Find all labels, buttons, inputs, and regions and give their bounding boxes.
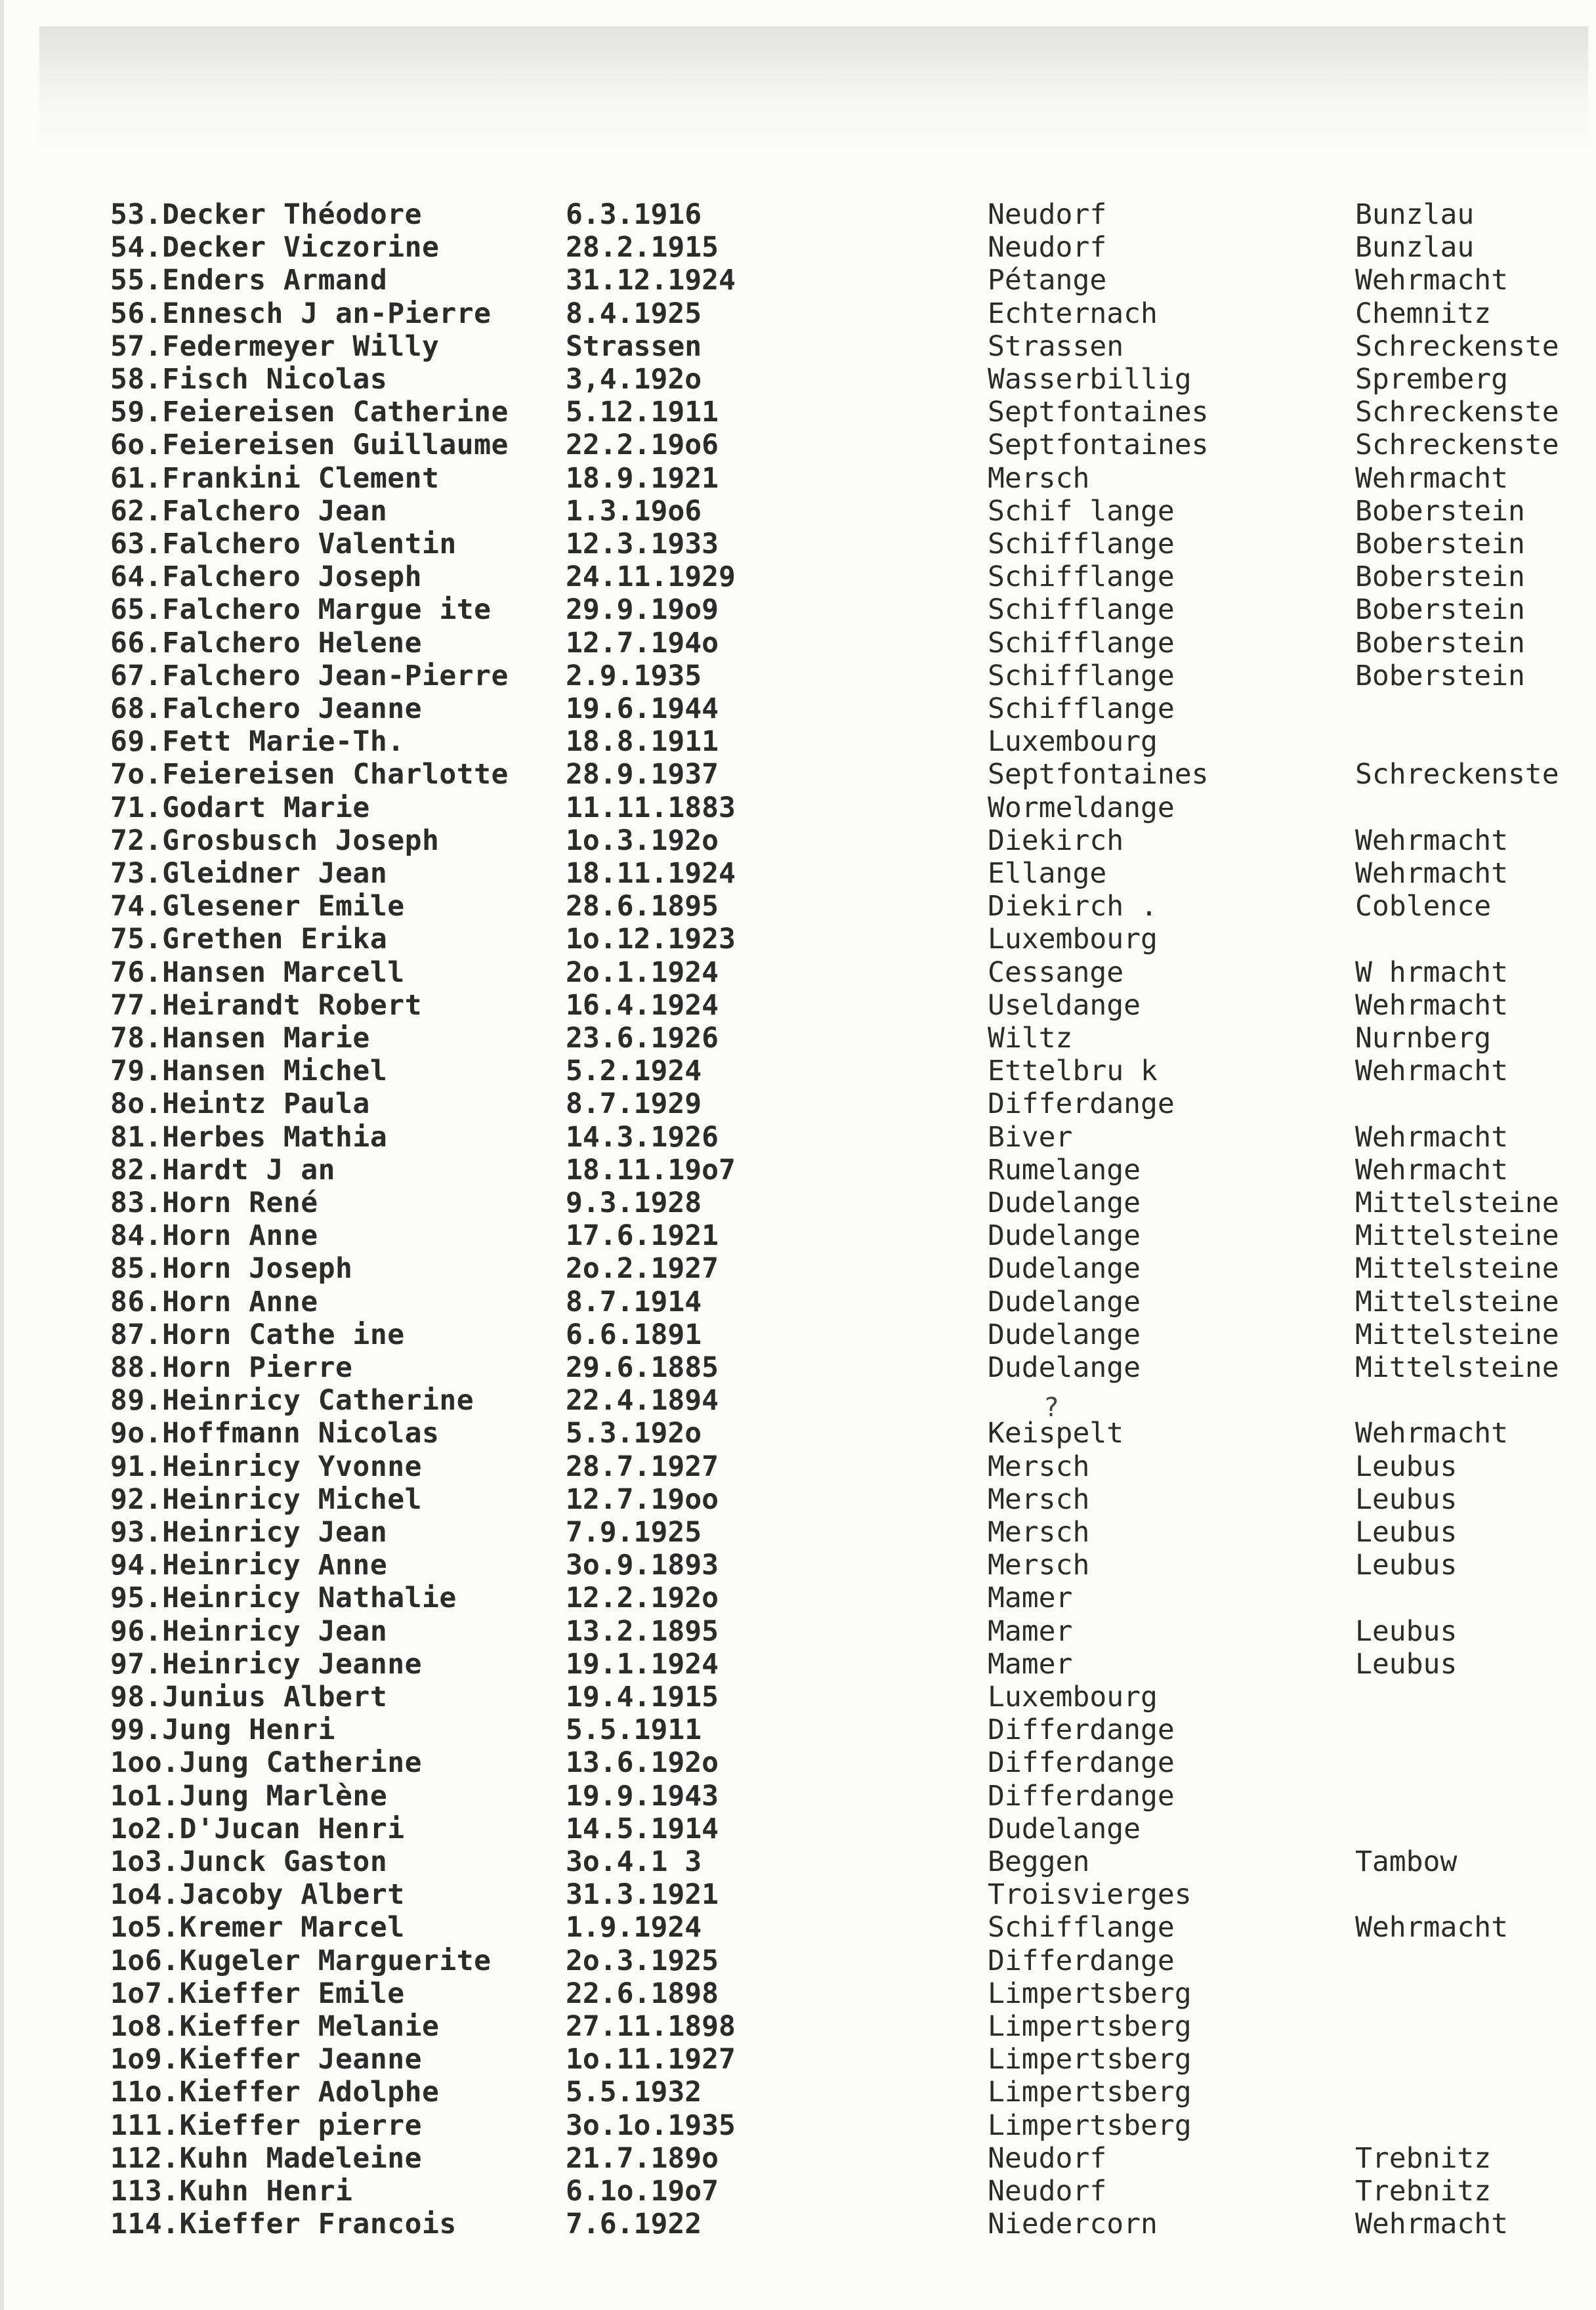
entry-date: 28.6.1895 (566, 890, 719, 923)
entry-name: 82.Hardt J an (110, 1153, 336, 1186)
entry-name: 85.Horn Joseph (110, 1252, 353, 1286)
register-row (0, 758, 1596, 791)
entry-date: 5.5.1932 (566, 2076, 702, 2109)
entry-name: 98.Junius Albert (110, 1681, 388, 1713)
entry-name: 113.Kuhn Henri (110, 2175, 353, 2208)
register-row (0, 593, 1596, 626)
entry-destination: Mittelsteine (1355, 1252, 1559, 1286)
register-row (0, 1615, 1596, 1648)
entry-place: Diekirch (988, 824, 1124, 857)
entry-destination: Spremberg (1355, 363, 1508, 396)
register-row (0, 824, 1596, 857)
entry-place: Differdange (988, 1944, 1175, 1977)
entry-name: 93.Heinricy Jean (110, 1516, 388, 1549)
entry-date: 2o.1.1924 (566, 956, 719, 989)
entry-date: 19.4.1915 (566, 1681, 719, 1713)
register-row (0, 1318, 1596, 1351)
entry-place: Luxembourg (988, 1681, 1158, 1713)
entry-date: 19.1.1924 (566, 1647, 719, 1681)
entry-name: 76.Hansen Marcell (110, 956, 405, 989)
entry-date: 11.11.1883 (566, 791, 736, 824)
entry-name: 65.Falchero Margue ite (110, 593, 492, 627)
entry-destination: Mittelsteine (1355, 1285, 1559, 1318)
entry-destination: Wehrmacht (1355, 2208, 1508, 2241)
entry-name: 83.Horn René (110, 1186, 318, 1219)
entry-date: 18.11.19o7 (566, 1153, 736, 1186)
entry-place: Limpertsberg (988, 1977, 1192, 2010)
entry-place: Rumelange (988, 1153, 1141, 1186)
register-row (0, 1878, 1596, 1911)
entry-date: 19.6.1944 (566, 692, 719, 725)
entry-date: 16.4.1924 (566, 988, 719, 1022)
entry-name: 87.Horn Cathe ine (110, 1318, 405, 1351)
entry-date: 1o.3.192o (566, 824, 719, 857)
entry-name: 71.Godart Marie (110, 791, 370, 824)
entry-place: Cessange (988, 956, 1124, 989)
register-row (0, 1944, 1596, 1977)
entry-date: 17.6.1921 (566, 1219, 719, 1253)
entry-place: Mamer (988, 1647, 1073, 1681)
entry-place: Neudorf (988, 231, 1107, 264)
entry-place: Schifflange (988, 626, 1175, 660)
entry-date: 5.5.1911 (566, 1713, 702, 1747)
entry-place: Wormeldange (988, 791, 1175, 824)
register-row (0, 1713, 1596, 1746)
entry-name: 57.Federmeyer Willy (110, 329, 440, 363)
entry-destination: Chemnitz (1355, 297, 1492, 330)
entry-place: Mersch (988, 1450, 1090, 1483)
entry-name: 1o3.Junck Gaston (110, 1845, 388, 1878)
entry-destination: Boberstein (1355, 626, 1525, 660)
register-row (0, 1154, 1596, 1186)
entry-date: 29.9.19o9 (566, 593, 719, 627)
entry-date: 28.9.1937 (566, 758, 719, 791)
entry-date: 12.2.192o (566, 1582, 719, 1615)
entry-name: 1o4.Jacoby Albert (110, 1878, 405, 1912)
entry-place: Differdange (988, 1087, 1175, 1121)
entry-name: 56.Ennesch J an-Pierre (110, 297, 492, 330)
entry-date: 31.12.1924 (566, 264, 736, 297)
entry-destination: Wehrmacht (1355, 1417, 1508, 1450)
register-row (0, 495, 1596, 528)
entry-name: 67.Falchero Jean-Pierre (110, 659, 509, 692)
entry-destination: Wehrmacht (1355, 1120, 1508, 1154)
entry-date: 3,4.192o (566, 363, 702, 396)
entry-place: Mamer (988, 1582, 1073, 1615)
register-row (0, 396, 1596, 429)
entry-date: 6.1o.19o7 (566, 2175, 719, 2208)
entry-place: Niedercorn (988, 2208, 1158, 2241)
entry-destination: Nurnberg (1355, 1022, 1492, 1055)
entry-date: 28.2.1915 (566, 231, 719, 264)
entry-destination: Leubus (1355, 1647, 1458, 1681)
entry-name: 8o.Heintz Paula (110, 1087, 370, 1121)
entry-place: Limpertsberg (988, 2043, 1192, 2076)
entry-name: 99.Jung Henri (110, 1713, 336, 1747)
entry-destination: Boberstein (1355, 494, 1525, 528)
register-row (0, 1055, 1596, 1087)
entry-name: 66.Falchero Helene (110, 626, 422, 660)
entry-name: 11o.Kieffer Adolphe (110, 2076, 440, 2109)
question-mark: ? (1043, 1393, 1060, 1423)
entry-place: Dudelange (988, 1351, 1141, 1384)
entry-name: 55.Enders Armand (110, 264, 388, 297)
entry-destination: Trebnitz (1355, 2141, 1492, 2175)
entry-date: 1.3.19o6 (566, 494, 702, 528)
entry-destination: Wehrmacht (1355, 857, 1508, 890)
entry-date: 18.11.1924 (566, 857, 736, 890)
register-row (0, 462, 1596, 495)
entry-name: 59.Feiereisen Catherine (110, 396, 509, 429)
register-row (0, 1351, 1596, 1384)
entry-place: Schifflange (988, 659, 1175, 692)
entry-place: Limpertsberg (988, 2109, 1192, 2142)
entry-name: 73.Gleidner Jean (110, 857, 388, 890)
register-row (0, 1186, 1596, 1219)
entry-destination: Bunzlau (1355, 231, 1475, 264)
entry-place: Dudelange (988, 1812, 1141, 1845)
register-row (0, 725, 1596, 758)
scan-smudge (39, 26, 1588, 151)
entry-name: 53.Decker Théodore (110, 198, 422, 231)
entry-destination: Mittelsteine (1355, 1351, 1559, 1384)
entry-date: 19.9.1943 (566, 1779, 719, 1813)
entry-name: 69.Fett Marie-Th. (110, 725, 405, 759)
entry-date: 6.3.1916 (566, 198, 702, 231)
entry-date: 13.2.1895 (566, 1614, 719, 1648)
register-row (0, 1417, 1596, 1450)
register-row (0, 989, 1596, 1022)
register-row (0, 2076, 1596, 2109)
entry-destination: Coblence (1355, 890, 1492, 923)
register-row (0, 1384, 1596, 1417)
entry-date: 3o.9.1893 (566, 1549, 719, 1582)
entry-name: 95.Heinricy Nathalie (110, 1582, 457, 1615)
register-row (0, 264, 1596, 297)
entry-date: 12.3.1933 (566, 528, 719, 560)
entry-destination: Leubus (1355, 1614, 1458, 1648)
entry-name: 58.Fisch Nicolas (110, 363, 388, 396)
entry-place: Schifflange (988, 692, 1175, 725)
entry-destination: Boberstein (1355, 560, 1525, 594)
entry-date: 24.11.1929 (566, 560, 736, 594)
entry-date: 18.9.1921 (566, 461, 719, 495)
entry-name: 75.Grethen Erika (110, 923, 388, 956)
entry-name: 1o8.Kieffer Melanie (110, 2010, 440, 2043)
entry-name: 112.Kuhn Madeleine (110, 2141, 422, 2175)
register-row (0, 1483, 1596, 1516)
register-row (0, 1681, 1596, 1713)
entry-place: Neudorf (988, 198, 1107, 231)
entry-date: 29.6.1885 (566, 1351, 719, 1384)
register-row (0, 890, 1596, 923)
entry-destination: Trebnitz (1355, 2175, 1492, 2208)
entry-destination: Wehrmacht (1355, 988, 1508, 1022)
entry-name: 9o.Hoffmann Nicolas (110, 1417, 440, 1450)
entry-destination: Wehrmacht (1355, 1911, 1508, 1944)
entry-name: 91.Heinricy Yvonne (110, 1450, 422, 1483)
entry-place: Echternach (988, 297, 1158, 330)
entry-place: Septfontaines (988, 429, 1209, 462)
entry-place: Differdange (988, 1779, 1175, 1813)
register-row (0, 429, 1596, 461)
entry-name: 86.Horn Anne (110, 1285, 318, 1318)
entry-name: 81.Herbes Mathia (110, 1120, 388, 1154)
entry-destination: Wehrmacht (1355, 1055, 1508, 1088)
register-row (0, 297, 1596, 330)
entry-name: 1oo.Jung Catherine (110, 1746, 422, 1780)
entry-date: 3o.1o.1935 (566, 2109, 736, 2142)
entry-date: 22.6.1898 (566, 1977, 719, 2010)
register-row (0, 231, 1596, 264)
register-row (0, 1780, 1596, 1813)
entry-destination: Mittelsteine (1355, 1219, 1559, 1253)
entry-place: Schifflange (988, 593, 1175, 627)
entry-name: 96.Heinricy Jean (110, 1614, 388, 1648)
entry-destination: Leubus (1355, 1450, 1458, 1483)
entry-destination: Boberstein (1355, 528, 1525, 560)
entry-date: 1o.12.1923 (566, 923, 736, 956)
entry-place: Keispelt (988, 1417, 1124, 1450)
entry-place: Dudelange (988, 1318, 1141, 1351)
register-row (0, 1582, 1596, 1614)
entry-destination: Mittelsteine (1355, 1186, 1559, 1219)
entry-name: 97.Heinricy Jeanne (110, 1647, 422, 1681)
entry-place: Septfontaines (988, 396, 1209, 429)
entry-place: Ellange (988, 857, 1107, 890)
entry-name: 1o1.Jung Marlène (110, 1779, 388, 1813)
entry-name: 1o9.Kieffer Jeanne (110, 2043, 422, 2076)
entry-destination: Wehrmacht (1355, 461, 1508, 495)
entry-place: Mersch (988, 461, 1090, 495)
entry-name: 6o.Feiereisen Guillaume (110, 429, 509, 462)
register-row (0, 660, 1596, 692)
entry-place: Septfontaines (988, 758, 1209, 791)
register-row (0, 1450, 1596, 1483)
entry-place: Pétange (988, 264, 1107, 297)
entry-name: 63.Falchero Valentin (110, 528, 457, 560)
entry-date: 28.7.1927 (566, 1450, 719, 1483)
register-row (0, 2142, 1596, 2175)
entry-place: Strassen (988, 329, 1124, 363)
entry-destination: Boberstein (1355, 593, 1525, 627)
entry-place: Dudelange (988, 1219, 1141, 1253)
entry-date: 7.9.1925 (566, 1516, 702, 1549)
entry-date: 5.3.192o (566, 1417, 702, 1450)
entry-name: 94.Heinricy Anne (110, 1549, 388, 1582)
register-row (0, 1252, 1596, 1285)
register-row (0, 1845, 1596, 1878)
register-row (0, 2043, 1596, 2076)
entry-place: Mersch (988, 1549, 1090, 1582)
entry-date: 18.8.1911 (566, 725, 719, 759)
entry-date: 12.7.194o (566, 626, 719, 660)
entry-destination: Leubus (1355, 1482, 1458, 1516)
entry-date: 12.7.19oo (566, 1482, 719, 1516)
entry-destination: Leubus (1355, 1516, 1458, 1549)
entry-date: 14.5.1914 (566, 1812, 719, 1845)
entry-place: Schif lange (988, 494, 1175, 528)
entry-date: 13.6.192o (566, 1746, 719, 1780)
entry-name: 88.Horn Pierre (110, 1351, 353, 1384)
entry-place: Dudelange (988, 1252, 1141, 1286)
entry-name: 114.Kieffer Francois (110, 2208, 457, 2241)
entry-date: 27.11.1898 (566, 2010, 736, 2043)
entry-name: 68.Falchero Jeanne (110, 692, 422, 725)
register-row (0, 923, 1596, 956)
register-row (0, 2010, 1596, 2043)
entry-place: Useldange (988, 988, 1141, 1022)
entry-date: 1o.11.1927 (566, 2043, 736, 2076)
register-row (0, 1648, 1596, 1681)
entry-name: 77.Heirandt Robert (110, 988, 422, 1022)
entry-destination: Wehrmacht (1355, 824, 1508, 857)
entry-date: 5.2.1924 (566, 1055, 702, 1088)
entry-place: Dudelange (988, 1186, 1141, 1219)
entry-date: 7.6.1922 (566, 2208, 702, 2241)
entry-name: 1o6.Kugeler Marguerite (110, 1944, 492, 1977)
entry-date: 21.7.189o (566, 2141, 719, 2175)
entry-place: Beggen (988, 1845, 1090, 1878)
entry-place: Dudelange (988, 1285, 1141, 1318)
entry-date: 5.12.1911 (566, 396, 719, 429)
entry-name: 1o2.D'Jucan Henri (110, 1812, 405, 1845)
entry-name: 1o5.Kremer Marcel (110, 1911, 405, 1944)
entry-date: 2o.2.1927 (566, 1252, 719, 1286)
entry-place: Wiltz (988, 1022, 1073, 1055)
entry-destination: Schreckenste (1355, 429, 1559, 462)
entry-destination: Tambow (1355, 1845, 1458, 1878)
entry-place: Differdange (988, 1746, 1175, 1780)
entry-date: 22.2.19o6 (566, 429, 719, 462)
entry-date: 22.4.1894 (566, 1384, 719, 1418)
entry-name: 61.Frankini Clement (110, 461, 440, 495)
register-row (0, 2109, 1596, 2142)
register-row (0, 1746, 1596, 1779)
entry-name: 74.Glesener Emile (110, 890, 405, 923)
entry-place: Troisvierges (988, 1878, 1192, 1912)
register-row (0, 1813, 1596, 1845)
entry-destination: W hrmacht (1355, 956, 1508, 989)
register-row (0, 791, 1596, 824)
register-row (0, 692, 1596, 725)
entry-place: Schifflange (988, 560, 1175, 594)
register-row (0, 1022, 1596, 1055)
register-row (0, 198, 1596, 231)
entry-place: Schifflange (988, 1911, 1175, 1944)
entry-place: Neudorf (988, 2141, 1107, 2175)
entry-date: 31.3.1921 (566, 1878, 719, 1912)
entry-place: Mamer (988, 1614, 1073, 1648)
register-row (0, 2208, 1596, 2240)
register-row (0, 1549, 1596, 1582)
entry-date: 6.6.1891 (566, 1318, 702, 1351)
entry-destination: Mittelsteine (1355, 1318, 1559, 1351)
register-row (0, 857, 1596, 890)
register-row (0, 1977, 1596, 2010)
entry-place: Differdange (988, 1713, 1175, 1747)
register-row (0, 330, 1596, 363)
entry-place: Ettelbru k (988, 1055, 1158, 1088)
register-row (0, 363, 1596, 396)
register-row (0, 627, 1596, 660)
entry-place: Schifflange (988, 528, 1175, 560)
entry-destination: Bunzlau (1355, 198, 1475, 231)
entry-place: Biver (988, 1120, 1073, 1154)
entry-destination: Schreckenste (1355, 396, 1559, 429)
entry-date: 3o.4.1 3 (566, 1845, 702, 1878)
entry-destination: Wehrmacht (1355, 264, 1508, 297)
entry-date: 2.9.1935 (566, 659, 702, 692)
entry-place: Limpertsberg (988, 2010, 1192, 2043)
entry-date: 8.7.1929 (566, 1087, 702, 1121)
entry-place: Mersch (988, 1516, 1090, 1549)
register-row (0, 956, 1596, 989)
register-row (0, 1516, 1596, 1549)
entry-date: 9.3.1928 (566, 1186, 702, 1219)
register-row (0, 560, 1596, 593)
entry-name: 64.Falchero Joseph (110, 560, 422, 594)
entry-name: 92.Heinricy Michel (110, 1482, 422, 1516)
entry-destination: Wehrmacht (1355, 1153, 1508, 1186)
register-row (0, 1911, 1596, 1944)
register-row (0, 1219, 1596, 1252)
register-row (0, 528, 1596, 560)
entry-place: Limpertsberg (988, 2076, 1192, 2109)
entry-place: Luxembourg (988, 923, 1158, 956)
entry-name: 1o7.Kieffer Emile (110, 1977, 405, 2010)
entry-name: 62.Falchero Jean (110, 494, 388, 528)
entry-date: 8.7.1914 (566, 1285, 702, 1318)
entry-date: 2o.3.1925 (566, 1944, 719, 1977)
entry-date: 23.6.1926 (566, 1022, 719, 1055)
entry-destination: Schreckenste (1355, 329, 1559, 363)
entry-name: 72.Grosbusch Joseph (110, 824, 440, 857)
register-row (0, 2175, 1596, 2208)
entry-destination: Leubus (1355, 1549, 1458, 1582)
entry-name: 78.Hansen Marie (110, 1022, 370, 1055)
entry-name: 84.Horn Anne (110, 1219, 318, 1253)
register-row (0, 1087, 1596, 1120)
entry-date: 8.4.1925 (566, 297, 702, 330)
entry-name: 79.Hansen Michel (110, 1055, 388, 1088)
entry-date: 14.3.1926 (566, 1120, 719, 1154)
entry-name: 89.Heinricy Catherine (110, 1384, 474, 1418)
entry-name: 7o.Feiereisen Charlotte (110, 758, 509, 791)
entry-destination: Schreckenste (1355, 758, 1559, 791)
entry-name: 54.Decker Viczorine (110, 231, 440, 264)
entry-destination: Boberstein (1355, 659, 1525, 692)
entry-date: 1.9.1924 (566, 1911, 702, 1944)
entry-place: Wasserbillig (988, 363, 1192, 396)
entry-place: Mersch (988, 1482, 1090, 1516)
entry-date: Strassen (566, 329, 702, 363)
entry-place: Diekirch . (988, 890, 1158, 923)
register-row (0, 1121, 1596, 1154)
register-row (0, 1286, 1596, 1318)
entry-place: Neudorf (988, 2175, 1107, 2208)
entry-name: 111.Kieffer pierre (110, 2109, 422, 2142)
entry-place: Luxembourg (988, 725, 1158, 759)
